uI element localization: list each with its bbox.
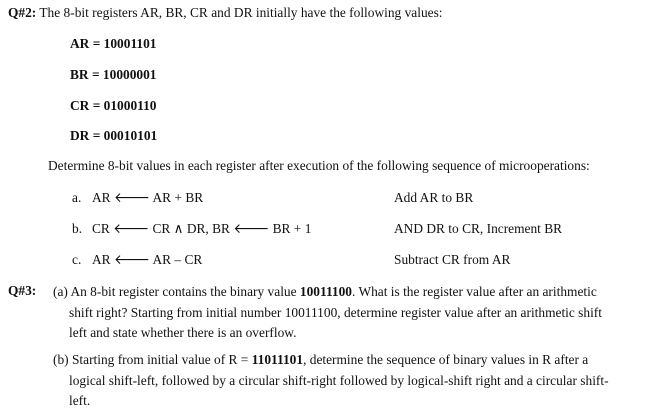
step-b-desc: AND DR to CR, Increment BR (394, 221, 563, 236)
q3a-value: 10011100 (299, 284, 352, 299)
q3a-line1-suffix: . What is the register value after an arithmetic (352, 284, 597, 299)
register-br: BR = 10000001 (70, 67, 157, 82)
q3-label: Q#3: (8, 283, 37, 298)
register-dr: DR = 00010101 (70, 128, 158, 143)
q3b-value: 11011101 (251, 352, 304, 367)
q3a-line2: shift right? Starting from initial number 10011100, determine register value after an arithmetic shift (69, 304, 602, 320)
step-b-op: CR 🡐 CR ∧ DR, BR 🡐 BR + 1 (92, 221, 312, 236)
q3b-line2: logical shift-left, followed by a circular shift-right followed by logical-shift right and a circular shift- (69, 372, 609, 388)
step-c-op: AR 🡐 AR – CR (92, 252, 203, 267)
q3b-prefix: (b) Starting from initial value of R = (53, 352, 252, 367)
step-a-desc: Add AR to BR (394, 190, 474, 205)
step-c-letter: c. (72, 252, 82, 267)
q2-heading (8, 5, 443, 22)
q3-part-b (53, 350, 649, 412)
step-c-desc: Subtract CR from AR (394, 252, 511, 267)
step-b-letter: b. (72, 221, 83, 236)
q3b-line3: left. (69, 393, 91, 408)
step-a-letter: a. (72, 190, 82, 205)
q3a-line3: left and state whether there is an overflow. (69, 325, 297, 340)
q3b-line1-suffix: , determine the sequence of binary values in R after a (303, 352, 589, 367)
register-cr: CR = 01000110 (70, 98, 157, 113)
q2-intro: The 8-bit registers AR, BR, CR and DR initially have the following values: (39, 5, 443, 20)
q3-part-a (53, 282, 649, 344)
q2-task: Determine 8-bit values in each register after execution of the following sequence of microoperations: (48, 158, 590, 173)
q3a-prefix: (a) An 8-bit register contains the binary value (53, 284, 300, 299)
step-a-op: AR 🡐 AR + BR (92, 190, 204, 205)
q2-label: Q#2: (8, 5, 37, 20)
register-ar: AR = 10001101 (70, 36, 157, 51)
